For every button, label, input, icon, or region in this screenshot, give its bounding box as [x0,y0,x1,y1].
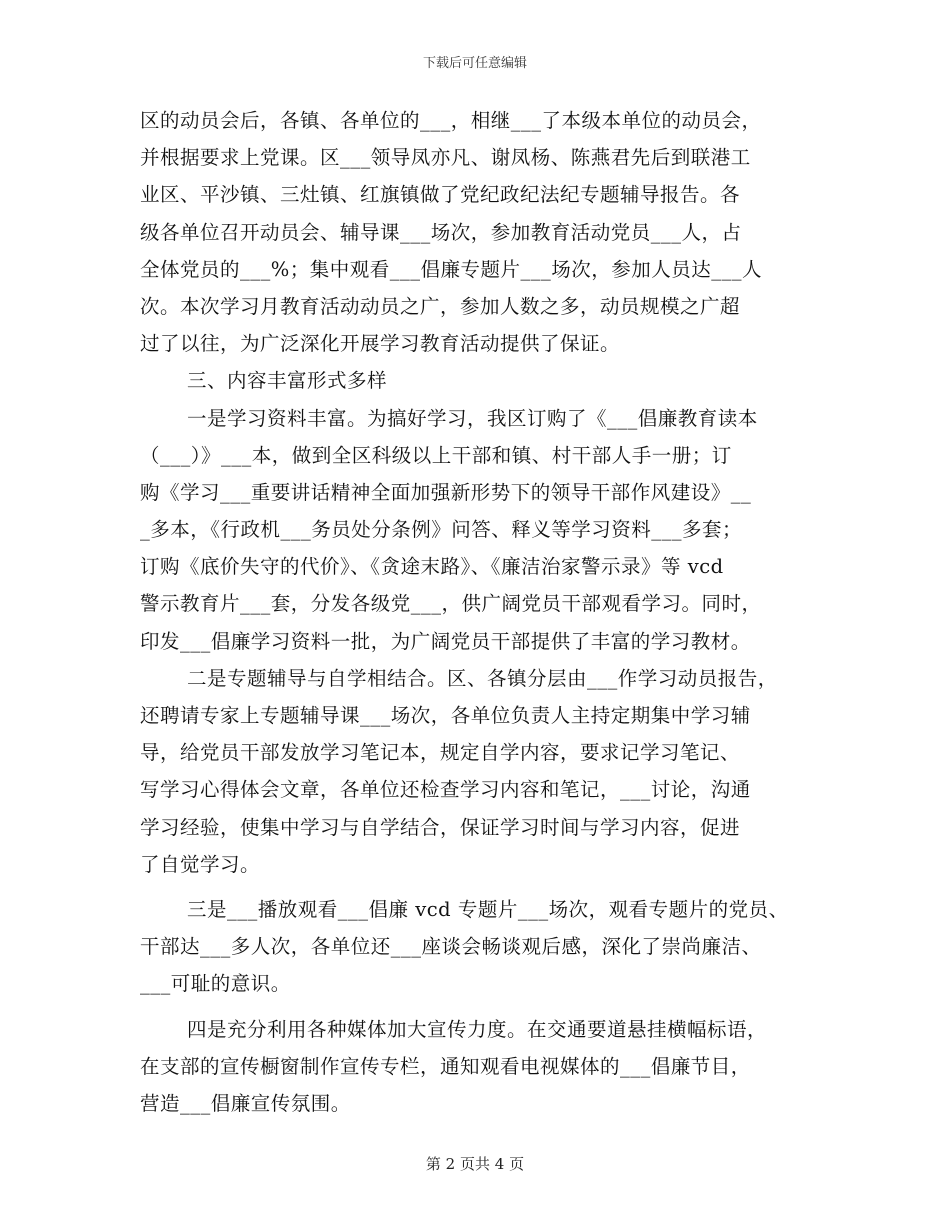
text-line: 区的动员会后，各镇、各单位的___，相继___了本级本单位的动员会， [140,109,762,132]
text-line: ___可耻的意识。 [140,972,291,996]
page-footer: 第 2 页共 4 页 [425,1155,525,1173]
text-line: 一是学习资料丰富。为搞好学习，我区订购了《___倡廉教育读本 [187,406,758,430]
text-line: 学习经验，使集中学习与自学结合，保证学习时间与学习内容，促进 [140,815,741,839]
text-line: 印发___倡廉学习资料一批，为广阔党员干部提供了丰富的学习教材。 [140,629,751,653]
text-line: 在支部的宣传橱窗制作宣传专栏，通知观看电视媒体的___倡廉节目， [140,1054,751,1078]
text-line: 级各单位召开动员会、辅导课___场次，参加教育活动党员___人，占 [140,220,742,244]
text-line: 订购《底价失守的代价》、《贪途末路》、《廉洁治家警示录》等 vcd [140,555,724,579]
text-line: _多本，《行政机___务员处分条例》问答、释义等学习资料___多套； [140,518,743,542]
text-line: 三是___播放观看___倡廉 vcd 专题片___场次，观看专题片的党员、 [187,897,789,921]
text-line: 四是充分利用各种媒体加大宣传力度。在交通要道悬挂横幅标语， [187,1017,768,1041]
text-line: 业区、平沙镇、三灶镇、红旗镇做了党纪政纪法纪专题辅导报告。各 [140,183,741,207]
text-line: 还聘请专家上专题辅导课___场次，各单位负责人主持定期集中学习辅 [140,704,751,727]
text-line: （___）》___本，做到全区科级以上干部和镇、村干部人手一册；订 [140,443,732,467]
text-line: 干部达___多人次，各单位还___座谈会畅谈观后感，深化了崇尚廉洁、 [140,935,762,959]
document-body [140,102,820,1122]
page-header: 下载后可任意编辑 [422,56,527,71]
text-line: 购《学习___重要讲话精神全面加强新形势下的领导干部作风建设》__ [140,480,752,504]
text-line: 写学习心得体会文章，各单位还检查学习内容和笔记，___讨论，沟通 [140,778,751,802]
section-heading: 三、内容丰富形式多样 [187,369,388,393]
text-line: 过了以往，为广泛深化开展学习教育活动提供了保证。 [140,332,621,356]
text-line: 次。本次学习月教育活动动员之广，参加人数之多，动员规模之广超 [140,294,741,318]
text-line: 并根据要求上党课。区___领导凤亦凡、谢凤杨、陈燕君先后到联港工 [140,146,751,170]
text-line: 全体党员的___%；集中观看___倡廉专题片___场次，参加人员达___人 [140,257,763,281]
text-line: 导，给党员干部发放学习笔记本，规定自学内容，要求记学习笔记、 [140,741,741,765]
text-line: 营造___倡廉宣传氛围。 [140,1091,351,1115]
text-line: 了自觉学习。 [140,852,261,876]
text-line: 警示教育片___套，分发各级党___，供广阔党员干部观看学习。同时， [140,592,762,616]
text-line: 二是专题辅导与自学相结合。区、各镇分层由___作学习动员报告， [187,666,778,690]
